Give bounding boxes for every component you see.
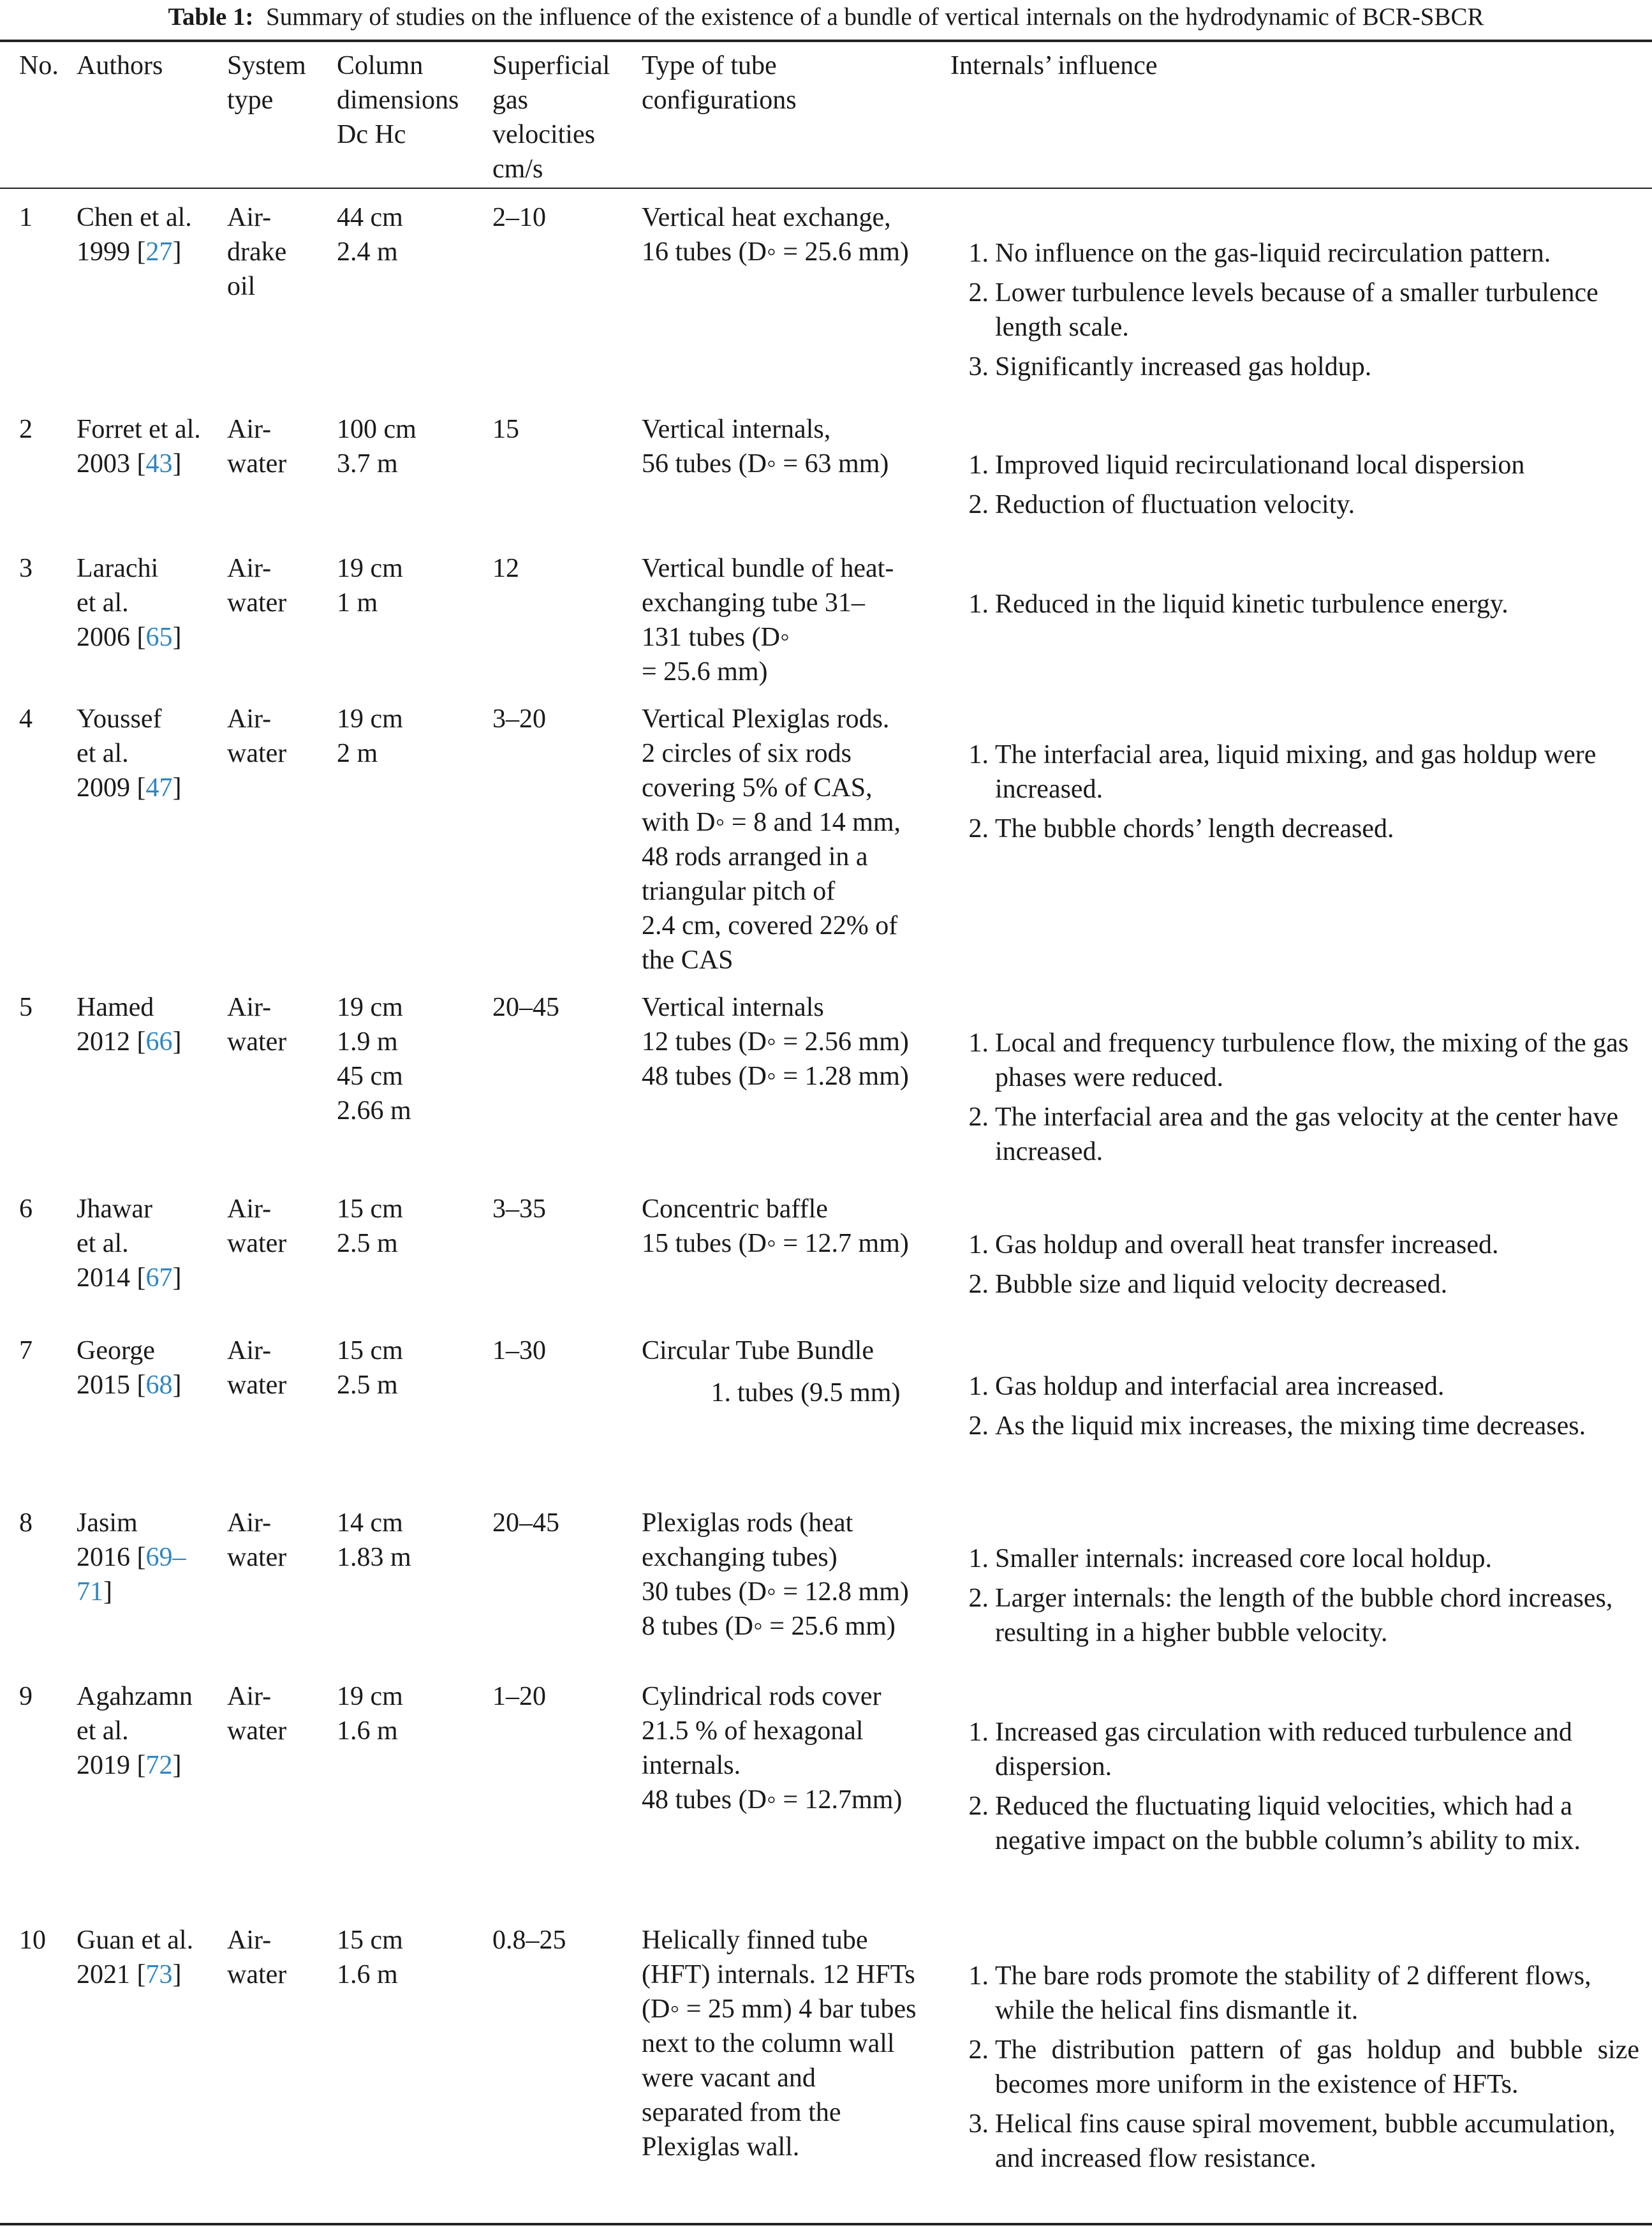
- influence-list: [950, 1228, 1639, 1302]
- cell-authors: George 2015 [68]: [77, 1336, 182, 1400]
- citation-link[interactable]: 43: [145, 449, 173, 479]
- cell-config: Vertical internals 12 tubes (D◦ = 2.56 mm) 48 tubes (D◦ = 1.28 mm): [642, 993, 909, 1091]
- cell-dims: 19 cm 1 m: [337, 554, 403, 618]
- cell-authors: Jhawar et al. 2014 [67]: [77, 1194, 182, 1293]
- cell-no: 7: [19, 1336, 33, 1365]
- list-item: 1. Gas holdup and overall heat transfer increased.: [968, 1230, 1499, 1259]
- cell-config: Plexiglas rods (heat exchanging tubes) 30 tubes (D◦ = 12.8 mm) 8 tubes (D◦ = 25.6 mm): [642, 1508, 909, 1641]
- list-item: 1. The bare rods promote the stability of 2 different flows, while the helical fins dismantle it.: [968, 1961, 1591, 2025]
- cell-velocity: 20–45: [492, 993, 559, 1022]
- cell-config: Concentric baffle 15 tubes (D◦ = 12.7 mm): [642, 1194, 909, 1258]
- cell-velocity: 15: [492, 415, 519, 444]
- cell-config: Helically finned tube (HFT) internals. 12 HFTs (D◦ = 25 mm) 4 bar tubes next to the column wall were vacant and separated from the Plexiglas wall.: [642, 1926, 917, 2162]
- cell-system: Air- water: [227, 1194, 287, 1258]
- list-item: 2. As the liquid mix increases, the mixing time decreases.: [968, 1411, 1586, 1441]
- influence-list: [950, 1369, 1639, 1443]
- cell-dims: 44 cm 2.4 m: [337, 203, 403, 267]
- header-velocity: Superficial gas velocities cm/s: [492, 51, 610, 184]
- table-row: [0, 1493, 1652, 1667]
- header-influence: Internals’ influence: [950, 51, 1158, 80]
- influence-list: [950, 236, 1639, 384]
- header-config: Type of tube configurations: [642, 51, 797, 115]
- list-item: 2. The bubble chords’ length decreased.: [968, 814, 1394, 843]
- cell-influence: [950, 1179, 1652, 1321]
- cell-velocity: 0.8–25: [492, 1926, 566, 1955]
- cell-no: 1: [19, 203, 33, 232]
- cell-velocity: 3–20: [492, 704, 546, 734]
- header-dims: Column dimensions Dc Hc: [337, 51, 459, 149]
- bottom-rule: [0, 2223, 1652, 2225]
- citation-link[interactable]: 72: [145, 1751, 173, 1780]
- cell-system: Air- water: [227, 1508, 287, 1572]
- citation-link[interactable]: 27: [145, 237, 173, 267]
- table-row: [0, 1667, 1652, 1910]
- list-item: 1. The interfacial area, liquid mixing, and gas holdup were increased.: [968, 740, 1597, 804]
- list-item: 1. No influence on the gas-liquid recirculation pattern.: [968, 239, 1551, 268]
- caption-text: Summary of studies on the influence of the existence of a bundle of vertical internals on the hydrodynamic of BCR-SBCR: [266, 3, 1484, 31]
- top-rule: [0, 40, 1652, 42]
- list-item: 1. Local and frequency turbulence flow, the mixing of the gas phases were reduced.: [968, 1029, 1629, 1092]
- citation-link[interactable]: 67: [145, 1263, 173, 1293]
- cell-no: 4: [19, 704, 33, 734]
- cell-system: Air- water: [227, 1682, 287, 1746]
- header-row: [0, 45, 1652, 188]
- cell-dims: 15 cm 2.5 m: [337, 1194, 403, 1258]
- citation-link[interactable]: 66: [145, 1027, 173, 1057]
- cell-influence: [950, 538, 1652, 689]
- influence-list: [950, 1715, 1639, 1858]
- table-row: [0, 977, 1652, 1179]
- cell-influence: [950, 188, 1652, 399]
- list-item: 2. Reduction of fluctuation velocity.: [968, 490, 1355, 519]
- cell-no: 9: [19, 1682, 33, 1711]
- cell-dims: 15 cm 2.5 m: [337, 1336, 403, 1400]
- list-item: 3. Significantly increased gas holdup.: [968, 352, 1372, 382]
- cell-influence: [950, 1493, 1652, 1667]
- cell-authors: Guan et al. 2021 [73]: [77, 1926, 194, 1989]
- cell-authors: Youssef et al. 2009 [47]: [77, 704, 182, 803]
- cell-config: Vertical bundle of heat- exchanging tube 31– 131 tubes (D◦ = 25.6 mm): [642, 554, 894, 687]
- list-item: 1. Gas holdup and interfacial area increased.: [968, 1372, 1445, 1401]
- citation-link[interactable]: 47: [145, 773, 173, 803]
- cell-config: Vertical heat exchange, 16 tubes (D◦ = 25.6 mm): [642, 203, 909, 267]
- cell-velocity: 1–20: [492, 1682, 546, 1711]
- list-item: 1. tubes (9.5 mm): [711, 1378, 901, 1407]
- header-system: System type: [227, 51, 306, 115]
- citation-link[interactable]: 73: [145, 1960, 173, 1989]
- citation-link[interactable]: 71: [77, 1577, 103, 1607]
- config-list: [642, 1368, 950, 1410]
- list-item: 1. Increased gas circulation with reduced turbulence and dispersion.: [968, 1718, 1572, 1781]
- citation-link[interactable]: 69–: [145, 1543, 186, 1572]
- table-row: [0, 1910, 1652, 2181]
- list-item: 1. Smaller internals: increased core local holdup.: [968, 1544, 1493, 1573]
- cell-system: Air- water: [227, 993, 287, 1057]
- cell-config: Cylindrical rods cover 21.5 % of hexagonal internals. 48 tubes (D◦ = 12.7mm): [642, 1682, 903, 1815]
- cell-no: 8: [19, 1508, 33, 1538]
- cell-dims: 15 cm 1.6 m: [337, 1926, 403, 1989]
- cell-system: Air- water: [227, 554, 287, 618]
- cell-authors: Agahzamn et al. 2019 [72]: [77, 1682, 193, 1780]
- influence-list: [950, 1541, 1639, 1650]
- cell-authors: Larachi et al. 2006 [65]: [77, 554, 182, 652]
- list-item: 2. Larger internals: the length of the bubble chord increases, resulting in a higher bubble velocity.: [968, 1584, 1613, 1647]
- cell-velocity: 2–10: [492, 203, 546, 232]
- caption-label: Table 1:: [168, 3, 254, 31]
- header-authors: Authors: [77, 51, 163, 80]
- list-item: 2. Reduced the fluctuating liquid velocities, which had a negative impact on the bubble column’s ability to mix.: [968, 1792, 1581, 1855]
- influence-list: [950, 1959, 1639, 2176]
- cell-config: Vertical internals, 56 tubes (D◦ = 63 mm): [642, 415, 889, 479]
- cell-system: Air- water: [227, 415, 287, 479]
- list-item: 3. Helical fins cause spiral movement, bubble accumulation, and increased flow resistance.: [968, 2109, 1616, 2173]
- table-row: [0, 538, 1652, 689]
- table-row: [0, 1179, 1652, 1321]
- influence-list: [950, 1026, 1639, 1169]
- cell-velocity: 3–35: [492, 1194, 546, 1224]
- cell-no: 10: [19, 1926, 46, 1955]
- cell-velocity: 1–30: [492, 1336, 546, 1365]
- cell-influence: [950, 1321, 1652, 1493]
- cell-no: 3: [19, 554, 33, 583]
- cell-dims: 19 cm 1.6 m: [337, 1682, 403, 1746]
- influence-list: [950, 448, 1639, 522]
- cell-dims: 14 cm 1.83 m: [337, 1508, 411, 1572]
- list-item: 2. Lower turbulence levels because of a smaller turbulence length scale.: [968, 278, 1598, 342]
- cell-influence: [950, 1910, 1652, 2181]
- cell-no: 2: [19, 415, 33, 444]
- cell-authors: Hamed 2012 [66]: [77, 993, 182, 1057]
- cell-system: Air- water: [227, 704, 287, 768]
- citation-link[interactable]: 65: [145, 623, 173, 652]
- cell-authors: Jasim 2016 [69– 71]: [77, 1508, 186, 1607]
- cell-no: 5: [19, 993, 33, 1022]
- cell-dims: 100 cm 3.7 m: [337, 415, 417, 479]
- cell-influence: [950, 399, 1652, 538]
- list-item: 2. The distribution pattern of gas holdup and bubble size becomes more uniform in the existence of HFTs.: [968, 2035, 1639, 2099]
- studies-table: [0, 45, 1652, 2181]
- citation-link[interactable]: 68: [145, 1370, 173, 1400]
- cell-influence: [950, 1667, 1652, 1910]
- cell-dims: 19 cm 2 m: [337, 704, 403, 768]
- cell-config: Vertical Plexiglas rods. 2 circles of six rods covering 5% of CAS, with D◦ = 8 and 14 mm, 48 rods arranged in a triangular pitch of 2.4 cm, covered 22% of the CAS: [642, 704, 901, 975]
- table-row: [0, 689, 1652, 977]
- table-row: [0, 1321, 1652, 1493]
- influence-list: [950, 587, 1639, 621]
- cell-config: Circular Tube Bundle 1. tubes (9.5 mm): [642, 1321, 950, 1493]
- table-caption: [0, 1, 1652, 33]
- cell-no: 6: [19, 1194, 33, 1224]
- cell-influence: [950, 977, 1652, 1179]
- list-item: 2. The interfacial area and the gas velocity at the center have increased.: [968, 1103, 1619, 1166]
- table-row: [0, 399, 1652, 538]
- cell-system: Air- water: [227, 1336, 287, 1400]
- cell-authors: Forret et al. 2003 [43]: [77, 415, 201, 479]
- cell-system: Air- drake oil: [227, 203, 287, 301]
- list-item: 1. Reduced in the liquid kinetic turbulence energy.: [968, 590, 1508, 619]
- influence-list: [950, 738, 1639, 846]
- cell-authors: Chen et al. 1999 [27]: [77, 203, 192, 267]
- cell-influence: [950, 689, 1652, 977]
- list-item: 1. Improved liquid recirculationand local dispersion: [968, 450, 1525, 480]
- cell-system: Air- water: [227, 1926, 287, 1989]
- table-row: [0, 188, 1652, 399]
- cell-dims: 19 cm 1.9 m 45 cm 2.66 m: [337, 993, 411, 1125]
- cell-velocity: 20–45: [492, 1508, 559, 1538]
- list-item: 2. Bubble size and liquid velocity decreased.: [968, 1270, 1448, 1299]
- cell-velocity: 12: [492, 554, 519, 583]
- header-no: No.: [19, 51, 59, 80]
